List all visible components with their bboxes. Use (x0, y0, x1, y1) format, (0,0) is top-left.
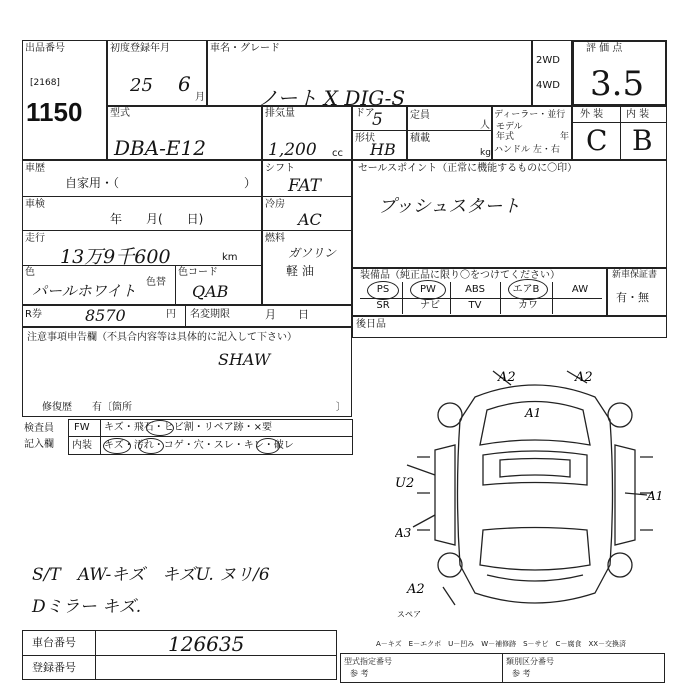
warranty-value: 有・無 (616, 291, 649, 304)
drive-2wd: 2WD (536, 55, 560, 66)
reg-month: 6 (178, 72, 191, 96)
spare-label: スペア (397, 610, 421, 619)
check-fw: FW (74, 422, 90, 433)
category-label: 類別区分番号 (506, 657, 554, 666)
disp-unit: cc (332, 148, 343, 159)
check-scratch-circle (103, 438, 131, 454)
inspection-label: 車検 (25, 199, 45, 210)
month-unit: 月 (195, 92, 205, 103)
ext-value: C (586, 124, 608, 157)
check-dirt-circle (138, 438, 164, 454)
color-value: パールホワイト (32, 282, 137, 300)
history-value: 自家用・（ (65, 176, 120, 190)
equip-airbag-circle (508, 279, 548, 300)
inspector-label: 検査員 (24, 423, 54, 434)
mileage-value: 13万9千600 (60, 246, 171, 268)
mileage-unit: km (222, 252, 238, 263)
seats-label: 定員 (410, 110, 430, 121)
inspection-value: 年 月( 日) (110, 212, 204, 226)
chassis-label: 車台番号 (32, 636, 76, 649)
history-label: 車歴 (25, 163, 45, 174)
color-code-value: QAB (192, 282, 229, 301)
equip-sr: SR (376, 300, 390, 311)
drive-box (532, 40, 572, 106)
lot-number: 1150 (26, 97, 83, 127)
disp-label: 排気量 (265, 108, 295, 119)
type-value: DBA-E12 (114, 136, 206, 160)
fuel-option: 軽 油 (286, 264, 314, 278)
color-label: 色 (25, 267, 35, 278)
remarks-line1: S/T AW-キズ キズU. ヌリ/6 (32, 565, 270, 585)
int-label: 内 装 (626, 109, 650, 120)
notes-value: SHAW (218, 350, 271, 369)
reg-no-label: 登録番号 (32, 661, 76, 674)
name-value: ノート X DIG-S (258, 86, 406, 110)
mark-a1-hood: A1 (525, 406, 542, 420)
aftermarket-label: 後日品 (356, 319, 386, 330)
fuel-value: ガソリン (288, 246, 337, 260)
handle-label: ハンドル 左・右 (494, 145, 560, 155)
color-code-label: 色コード (178, 267, 218, 278)
ac-value: AC (298, 210, 322, 229)
year-unit: 年 (560, 132, 570, 142)
reg-label: 初度登録年月 (110, 43, 170, 54)
seats-unit: 人 (480, 120, 490, 131)
check-row2: キズ・汚れ・コゲ・穴・スレ・キレ・破レ (104, 440, 294, 451)
check-wear-circle (256, 438, 280, 454)
mileage-label: 走行 (25, 233, 45, 244)
equip-pw: PW (420, 284, 436, 295)
rtax-label: R券 (25, 309, 42, 320)
check-row1: キズ・飛石・ヒビ割・リペア跡・×要 (104, 422, 272, 433)
repair-close: 〕 (336, 402, 346, 413)
equip-pw-circle (410, 280, 446, 300)
reg-year: 25 (130, 75, 153, 96)
name-label: 車名・グレード (210, 43, 280, 54)
equip-ps: PS (376, 284, 390, 295)
chassis-value: 126635 (168, 632, 245, 656)
load-unit: kg (480, 148, 491, 158)
mark-a3-left: A3 (395, 526, 412, 540)
mark-u2-left: U2 (395, 476, 415, 491)
mark-a1-right: A1 (647, 489, 664, 503)
model-label: モデル (496, 122, 523, 132)
repair-label: 修復歴 有〔箇所 (42, 402, 132, 413)
int-value: B (632, 124, 653, 157)
door-value: 5 (372, 110, 383, 130)
sales-value: プッシュスタート (378, 196, 521, 217)
color-change-label: 色替 (146, 277, 166, 288)
equip-aw: AW (571, 284, 589, 295)
check-chip-circle (146, 420, 174, 436)
shape-label: 形状 (355, 133, 375, 144)
equip-leather: カワ (518, 300, 538, 311)
rtax-unit: 円 (166, 309, 176, 320)
remarks-line2: Dミラー キズ. (32, 597, 142, 617)
score-value: 3.5 (590, 64, 645, 104)
model-year-label: 年式 (496, 132, 515, 142)
mark-a2-rear: A2 (407, 582, 425, 597)
shape-value: HB (370, 140, 396, 159)
ref-label-2: 参 考 (512, 669, 531, 678)
disp-value: 1,200 (268, 140, 317, 160)
entry-label: 記入欄 (24, 439, 54, 450)
door-label: ドア (355, 108, 375, 119)
mark-a2-front-right: A2 (575, 370, 593, 385)
model-designation-label: 型式指定番号 (344, 657, 392, 666)
name-change-value: 月 日 (265, 308, 309, 321)
rtax-value: 8570 (85, 306, 126, 325)
type-label: 型式 (110, 108, 130, 119)
shift-label: シフト (265, 163, 295, 174)
ac-label: 冷房 (265, 199, 285, 210)
load-label: 積載 (410, 133, 430, 144)
equip-abs: ABS (465, 284, 485, 295)
warranty-label: 新車保証書 (612, 270, 658, 280)
car-damage-diagram (395, 365, 685, 620)
name-change-label: 名変期限 (190, 309, 230, 320)
notes-label: 注意事項申告欄（不具合内容等は具体的に記入して下さい） (27, 332, 297, 343)
shift-value: FAT (288, 176, 322, 196)
equip-navi: ナビ (420, 300, 440, 311)
sales-label: セールスポイント（正常に機能するものに〇印） (358, 163, 578, 174)
mark-a2-front-left: A2 (498, 370, 516, 385)
legend: A－キズ E－エクボ U－凹み W－補修跡 S－サビ C－腐食 XX－交換済 (376, 640, 627, 648)
drive-4wd: 4WD (536, 80, 560, 91)
equip-airbag: エアB (512, 284, 540, 295)
dealer-label: ディーラー・並行 (494, 110, 566, 120)
check-interior: 内装 (72, 440, 92, 451)
lot-label: 出品番号 (25, 43, 65, 54)
equipment-label: 装備品（純正品に限り〇をつけてください） (360, 270, 560, 281)
history-close: ） (244, 176, 257, 190)
ref-label: 参 考 (350, 669, 369, 678)
ext-label: 外 装 (580, 109, 604, 120)
fuel-label: 燃料 (265, 233, 285, 244)
equip-tv: TV (468, 300, 482, 311)
lot-code: [2168] (30, 78, 60, 88)
aftermarket-box (352, 316, 667, 338)
score-label: 評 価 点 (586, 43, 623, 54)
